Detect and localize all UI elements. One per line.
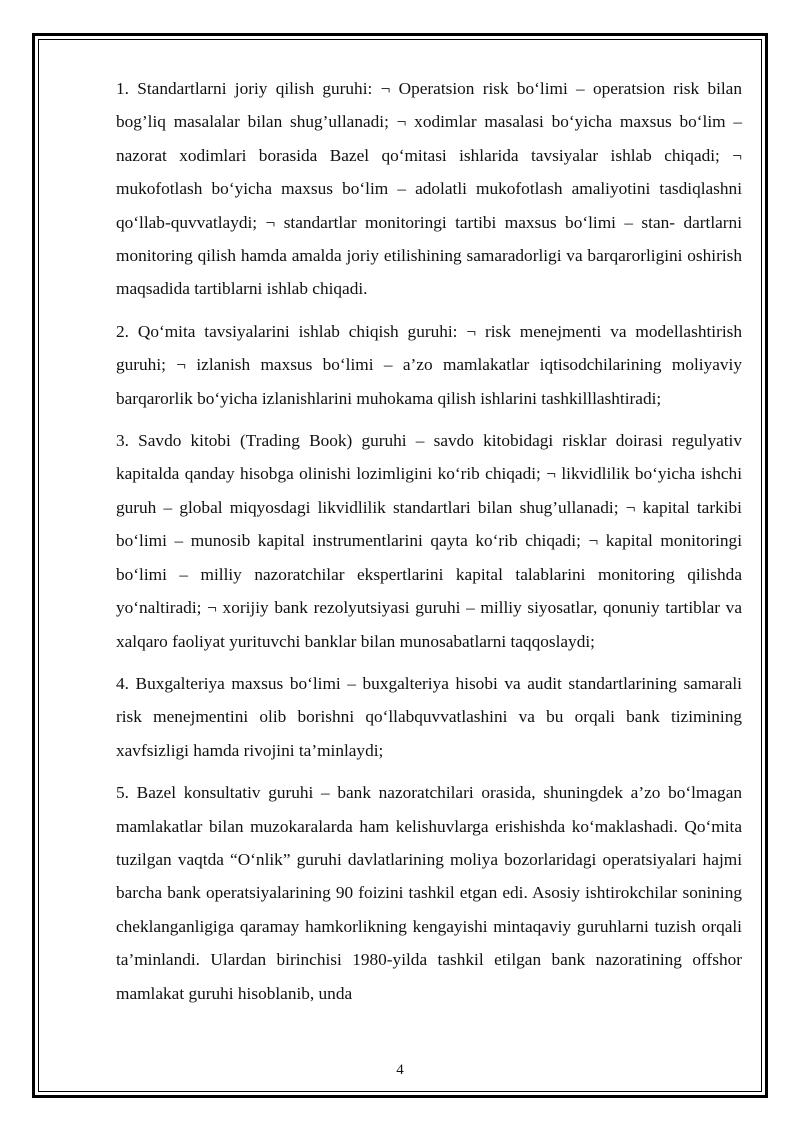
paragraph-4: 4. Buxgalteriya maxsus bo‘limi – buxgalteriya hisobi va audit standartlarining samarali risk menejmentini olib borishni qo‘llabquvvatlashini va bu orqali bank tizimining xavfsizligi hamda rivojini ta’minlaydi; bbox=[116, 673, 742, 760]
paragraph-1: 1. Standartlarni joriy qilish guruhi: ¬ Operatsion risk bo‘limi – operatsion risk bilan bog’liq masalalar bilan shug’ullanadi; ¬ xodimlar masalasi bo‘yicha maxsus bo‘lim – nazorat xodimlari borasida Bazel qo‘mitasi ishlarida tavsiyalar ishlab chiqadi; ¬ mukofotlash bo‘yicha maxsus bo‘lim – adolatli mukofotlash amaliyotini tasdiqlashni qo‘llab-quvvatlaydi; ¬ standartlar monitoringi tartibi maxsus bo‘limi – stan- dartlarni monitoring qilish hamda amalda joriy etilishining samaradorligi va barqarorligini oshirish maqsadida tartiblarni ishlab chiqadi. bbox=[116, 79, 742, 299]
page-number: 4 bbox=[396, 1062, 404, 1078]
paragraph-5: 5. Bazel konsultativ guruhi – bank nazoratchilari orasida, shuningdek a’zo bo‘lmagan mamlakatlar bilan muzokaralarda ham kelishuvlarga erishishda ko‘maklashadi. Qo‘mita tuzilgan vaqtda “O‘nlik” guruhi davlatlarining moliya bozorlaridagi operatsiyalari hajmi barcha bank operatsiyalarining 90 foizini tashkil etgan edi. Asosiy ishtirokchilar sonining cheklanganligiga qaramay hamkorlikning kengayishi mintaqaviy guruhlarni tuzish orqali ta’minlandi. Ulardan birinchisi 1980-yilda tashkil etilgan bank nazoratining offshor mamlakat guruhi hisoblanib, unda bbox=[116, 783, 742, 1003]
paragraph-2: 2. Qo‘mita tavsiyalarini ishlab chiqish guruhi: ¬ risk menejmenti va modellashtirish guruhi; ¬ izlanish maxsus bo‘limi – a’zo mamlakatlar iqtisodchilarining moliyaviy barqarorlik bo‘yicha izlanishlarini muhokama qilish ishlarini tashkilllashtiradi; bbox=[116, 321, 742, 408]
document-body bbox=[116, 72, 742, 1019]
paragraph-3: 3. Savdo kitobi (Trading Book) guruhi – savdo kitobidagi risklar doirasi regulyativ kapitalda qanday hisobga olinishi lozimligini ko‘rib chiqadi; ¬ likvidlilik bo‘yicha ishchi guruh – global miqyosdagi likvidlilik standartlari bilan shug’ullanadi; ¬ kapital tarkibi bo‘limi – munosib kapital instrumentlarini qayta ko‘rib chiqadi; ¬ kapital monitoringi bo‘limi – milliy nazoratchilar ekspertlarini kapital talablarini monitoring qilishda yo‘naltiradi; ¬ xorijiy bank rezolyutsiyasi guruhi – milliy siyosatlar, qonuniy tartiblar va xalqaro faoliyat yurituvchi banklar bilan munosabatlarni taqqoslaydi; bbox=[116, 431, 742, 651]
